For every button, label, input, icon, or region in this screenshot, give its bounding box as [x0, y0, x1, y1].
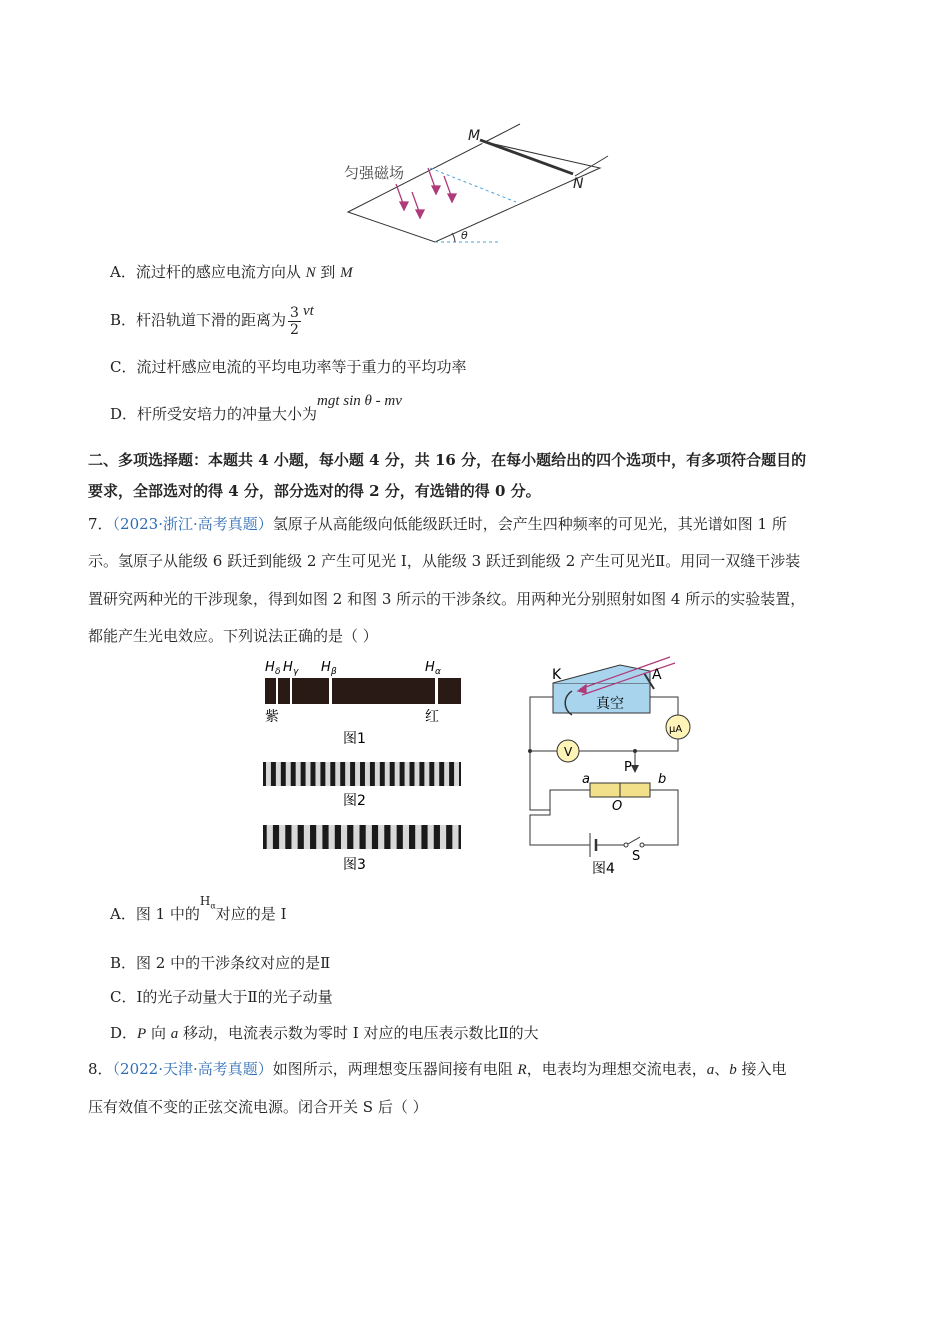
q7-option-b[interactable]: B．图 2 中的干涉条纹对应的是Ⅱ [110, 954, 331, 972]
fringe-background [263, 762, 461, 786]
bright-fringe [414, 762, 419, 786]
bright-fringe [378, 825, 384, 849]
q7-line4: 都能产生光电效应。下列说法正确的是（ ） [88, 627, 378, 645]
q6-option-b[interactable]: B．杆沿轨道下滑的距离为 $\frac{3}{2}$ vt [110, 303, 314, 338]
end-a-label: a [582, 772, 590, 787]
fringes-fig2 [263, 762, 461, 786]
bright-fringe [286, 762, 291, 786]
bright-fringe [325, 762, 330, 786]
bright-fringe [335, 762, 340, 786]
fig2-caption: 图2 [343, 793, 366, 809]
bright-fringe [405, 762, 410, 786]
q8-line2: 压有效值不变的正弦交流电源。闭合开关 S 后（ ） [88, 1098, 428, 1116]
bright-fringe [279, 825, 285, 849]
q6-option-a[interactable]: A．流过杆的感应电流方向从 N 到 M [110, 263, 353, 281]
bright-fringe [385, 762, 390, 786]
incline-rail-figure [330, 118, 620, 248]
fig1-caption: 图1 [343, 731, 366, 747]
svg-text:β: β [331, 667, 337, 677]
bright-fringe [365, 762, 370, 786]
red-label: 红 [425, 709, 439, 725]
svg-text:γ: γ [293, 667, 299, 677]
label-n: N [573, 176, 584, 192]
section2-line2: 要求，全部选对的得 4 分，部分选对的得 2 分，有选错的得 0 分。 [88, 482, 541, 500]
q8-source: （2022·天津·高考真题） [112, 1060, 273, 1078]
cathode-label-k: K [552, 667, 562, 683]
label-theta: θ [461, 229, 468, 242]
bright-fringe [291, 825, 297, 849]
bright-fringe [306, 762, 311, 786]
svg-text:δ: δ [275, 667, 281, 677]
microammeter-label: μA [669, 724, 683, 735]
label-m: M [468, 128, 481, 144]
bright-fringe [424, 762, 429, 786]
fringes-fig3 [263, 825, 461, 849]
bright-fringe [353, 825, 359, 849]
bright-fringe [276, 762, 281, 786]
svg-text:α: α [435, 667, 441, 677]
q7-source: （2023·浙江·高考真题） [112, 515, 273, 533]
q7-option-c[interactable]: C．Ⅰ的光子动量大于Ⅱ的光子动量 [110, 988, 333, 1006]
bright-fringe [440, 825, 446, 849]
anode-label-a: A [652, 667, 662, 683]
bright-fringe [452, 825, 458, 849]
slider-p-label: P [624, 760, 632, 775]
q8-number: 8． [88, 1060, 113, 1078]
spectrum-bar [265, 678, 461, 704]
fig4-caption: 图4 [592, 861, 615, 877]
impulse-expression: mgt sin θ - mv [317, 393, 402, 409]
svg-text:H: H [265, 660, 275, 675]
fraction: $\frac{3}{2}$ [290, 304, 299, 338]
svg-text:H: H [425, 660, 435, 675]
bright-fringe [355, 762, 360, 786]
q7-line1: 7．（2023·浙江·高考真题）氢原子从高能级向低能级跃迁时，会产生四种频率的可见光，其光谱如图 1 所 [88, 515, 787, 533]
bright-fringe [444, 762, 449, 786]
svg-text:H: H [321, 660, 331, 675]
spectrum-figures [255, 655, 470, 875]
q6-option-d[interactable]: D．杆所受安培力的冲量大小为mgt sin θ - mv [110, 393, 402, 423]
q7-option-d[interactable]: D．P 向 a 移动，电流表示数为零时 I 对应的电压表示数比Ⅱ的大 [110, 1024, 539, 1042]
bright-fringe [375, 762, 380, 786]
end-b-label: b [658, 772, 667, 787]
bright-fringe [428, 825, 434, 849]
photoelectric-circuit [520, 655, 725, 880]
q7-option-a[interactable]: A．图 1 中的$^{H_\alpha}$对应的是 I [110, 894, 287, 923]
q6-option-c[interactable]: C．流过杆感应电流的平均电功率等于重力的平均功率 [110, 358, 467, 376]
bright-fringe [415, 825, 421, 849]
bright-fringe [403, 825, 409, 849]
voltmeter-label: V [564, 745, 573, 759]
violet-label: 紫 [265, 709, 279, 725]
magnetic-field-label: 匀强磁场 [344, 164, 405, 182]
q7-number: 7． [88, 515, 113, 533]
h-alpha-symbol: Hα [199, 894, 216, 911]
bright-fringe [266, 762, 271, 786]
bright-fringe [267, 825, 273, 849]
switch-s-label: S [632, 849, 641, 864]
q7-line3: 置研究两种光的干涉现象，得到如图 2 和图 3 所示的干涉条纹。用两种光分别照射如图 4 所示的实验装置， [88, 590, 806, 608]
section2-line1: 二、多项选择题：本题共 4 小题，每小题 4 分，共 16 分，在每小题给出的四个选项中，有多项符合题目的 [88, 451, 807, 469]
bright-fringe [454, 762, 459, 786]
bright-fringe [304, 825, 310, 849]
q7-line2: 示。氢原子从能级 6 跃迁到能级 2 产生可见光 I，从能级 3 跃迁到能级 2 产生可见光Ⅱ。用同一双缝干涉装 [88, 552, 801, 570]
vacuum-label: 真空 [596, 696, 624, 712]
svg-text:H: H [283, 660, 293, 675]
bright-fringe [395, 762, 400, 786]
center-o-label: O [612, 799, 623, 814]
bright-fringe [329, 825, 335, 849]
bright-fringe [390, 825, 396, 849]
bright-fringe [345, 762, 350, 786]
bright-fringe [366, 825, 372, 849]
bright-fringe [296, 762, 301, 786]
bright-fringe [434, 762, 439, 786]
q8-line1: 8．（2022·天津·高考真题）如图所示，两理想变压器间接有电阻 R，电表均为理想交流电表，a、b 接入电 [88, 1060, 787, 1078]
bright-fringe [341, 825, 347, 849]
fig3-caption: 图3 [343, 857, 366, 873]
bright-fringe [315, 762, 320, 786]
bright-fringe [316, 825, 322, 849]
